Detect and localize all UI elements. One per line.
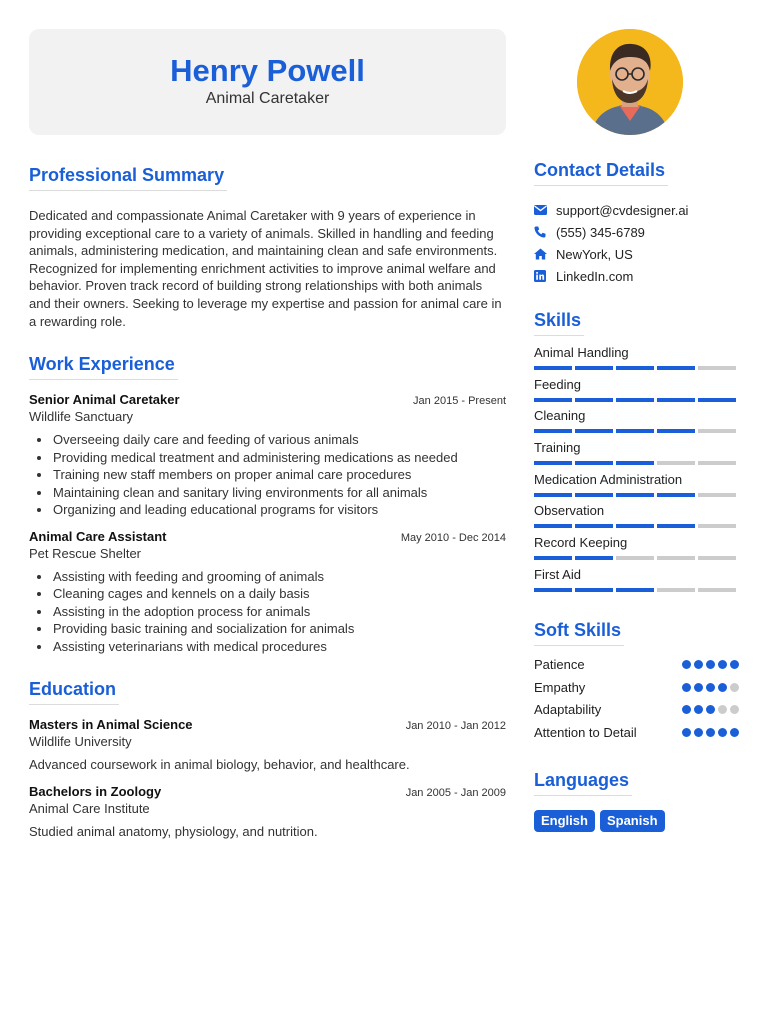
- skill-level-segment: [698, 556, 736, 560]
- rating-dot: [730, 660, 739, 669]
- skill-level-segment: [616, 556, 654, 560]
- skill-item: [534, 377, 739, 409]
- header-card: [29, 29, 506, 135]
- rating-dot: [682, 705, 691, 714]
- education-date: Jan 2010 - Jan 2012: [405, 720, 506, 733]
- education-description: Advanced coursework in animal biology, behavior, and healthcare.: [29, 757, 410, 773]
- rating-dot: [694, 728, 703, 737]
- skill-item: [534, 472, 739, 504]
- soft-skill-name: Patience: [534, 657, 585, 673]
- job-entry: [29, 392, 506, 519]
- rating-dot: [730, 705, 739, 714]
- skill-level-segment: [616, 366, 654, 370]
- rating-dot: [730, 683, 739, 692]
- skill-level-segment: [534, 524, 572, 528]
- skill-level-segment: [698, 524, 736, 528]
- list-item: Providing medical treatment and administering medications as needed: [29, 449, 506, 467]
- skill-level-segment: [534, 556, 572, 560]
- contact-linkedin[interactable]: [534, 265, 739, 287]
- skill-level-bar: [534, 429, 739, 433]
- skill-name: Cleaning: [534, 408, 586, 424]
- education-description: Studied animal anatomy, physiology, and nutrition.: [29, 824, 318, 840]
- skill-level-segment: [534, 493, 572, 497]
- rating-dot: [706, 660, 715, 669]
- soft-skill-rating: [682, 705, 739, 714]
- rating-dot: [682, 683, 691, 692]
- rating-dot: [718, 683, 727, 692]
- skill-level-segment: [534, 461, 572, 465]
- job-date: May 2010 - Dec 2014: [400, 531, 506, 544]
- candidate-name: Henry Powell: [170, 53, 365, 88]
- list-item: Cleaning cages and kennels on a daily basis: [29, 585, 506, 603]
- skill-level-bar: [534, 461, 739, 465]
- main-column: [29, 165, 506, 839]
- rating-dot: [706, 728, 715, 737]
- job-organization: Wildlife Sanctuary: [29, 409, 134, 425]
- skill-level-segment: [698, 366, 736, 370]
- contact-location-text: NewYork, US: [556, 246, 633, 262]
- rating-dot: [718, 660, 727, 669]
- avatar: [577, 29, 683, 135]
- experience-heading: Work Experience: [29, 354, 178, 380]
- skill-level-bar: [534, 398, 739, 402]
- skill-name: Medication Administration: [534, 471, 683, 487]
- skill-level-segment: [575, 556, 613, 560]
- skill-name: Feeding: [534, 376, 581, 392]
- skill-level-segment: [575, 493, 613, 497]
- skill-item: [534, 345, 739, 377]
- skill-level-segment: [698, 588, 736, 592]
- job-title: Animal Care Assistant: [29, 528, 167, 544]
- skill-item: [534, 408, 739, 440]
- skill-item: [534, 535, 739, 567]
- skill-level-segment: [657, 429, 695, 433]
- skill-level-segment: [657, 398, 695, 402]
- rating-dot: [706, 705, 715, 714]
- soft-skill-item: [534, 676, 739, 699]
- soft-skill-item: [534, 721, 739, 744]
- skill-name: Animal Handling: [534, 345, 629, 360]
- skill-level-segment: [616, 524, 654, 528]
- contact-phone-text: (555) 345-6789: [556, 224, 645, 240]
- soft-skill-item: [534, 654, 739, 677]
- skill-level-segment: [616, 398, 654, 402]
- skill-level-segment: [657, 493, 695, 497]
- contact-email[interactable]: [534, 199, 739, 221]
- soft-skill-name: Adaptability: [534, 702, 602, 718]
- languages-list: [534, 810, 739, 832]
- list-item: Maintaining clean and sanitary living environments for all animals: [29, 484, 506, 502]
- education-date: Jan 2005 - Jan 2009: [405, 787, 506, 800]
- skill-level-segment: [575, 588, 613, 592]
- rating-dot: [682, 660, 691, 669]
- language-badge: English: [534, 810, 595, 832]
- job-title: Senior Animal Caretaker: [29, 392, 180, 408]
- skill-level-segment: [534, 398, 572, 402]
- linkedin-icon: [534, 270, 556, 282]
- skill-level-segment: [616, 493, 654, 497]
- soft-skill-item: [534, 699, 739, 722]
- profile-photo-icon: [577, 29, 683, 135]
- rating-dot: [694, 705, 703, 714]
- list-item: Assisting veterinarians with medical procedures: [29, 638, 506, 656]
- skill-level-segment: [616, 461, 654, 465]
- skill-level-segment: [657, 588, 695, 592]
- rating-dot: [706, 683, 715, 692]
- list-item: Overseeing daily care and feeding of various animals: [29, 431, 506, 449]
- skill-item: [534, 503, 739, 535]
- job-bullets: [29, 431, 506, 519]
- skill-level-segment: [657, 461, 695, 465]
- skill-level-bar: [534, 493, 739, 497]
- skill-level-segment: [657, 524, 695, 528]
- skill-level-segment: [575, 524, 613, 528]
- school-name: Wildlife University: [29, 734, 132, 750]
- degree-title: Bachelors in Zoology: [29, 784, 162, 800]
- sidebar-column: [534, 160, 739, 832]
- skill-name: Observation: [534, 503, 605, 519]
- rating-dot: [730, 728, 739, 737]
- skill-level-segment: [575, 398, 613, 402]
- candidate-role: Animal Caretaker: [205, 90, 330, 107]
- rating-dot: [694, 660, 703, 669]
- soft-skill-rating: [682, 683, 739, 692]
- skill-level-segment: [575, 461, 613, 465]
- rating-dot: [694, 683, 703, 692]
- skill-level-segment: [657, 556, 695, 560]
- job-bullets: [29, 568, 506, 656]
- list-item: Training new staff members on proper animal care procedures: [29, 466, 506, 484]
- job-organization: Pet Rescue Shelter: [29, 545, 142, 561]
- education-entry: [29, 717, 506, 772]
- skill-level-segment: [698, 429, 736, 433]
- skills-heading: Skills: [534, 310, 584, 336]
- soft-skills-heading: Soft Skills: [534, 620, 624, 646]
- soft-skills-list: [534, 654, 739, 744]
- skill-level-segment: [616, 588, 654, 592]
- skill-name: Record Keeping: [534, 535, 628, 551]
- list-item: Providing basic training and socialization for animals: [29, 620, 506, 638]
- language-badge: Spanish: [600, 810, 665, 832]
- soft-skill-rating: [682, 728, 739, 737]
- list-item: Assisting in the adoption process for animals: [29, 603, 506, 621]
- skill-name: First Aid: [534, 566, 581, 582]
- phone-icon: [534, 226, 556, 238]
- education-entry: [29, 784, 506, 839]
- rating-dot: [718, 705, 727, 714]
- skill-level-segment: [575, 429, 613, 433]
- contact-location: [534, 243, 739, 265]
- rating-dot: [682, 728, 691, 737]
- degree-title: Masters in Animal Science: [29, 717, 193, 733]
- school-name: Animal Care Institute: [29, 801, 150, 817]
- list-item: Organizing and leading educational programs for visitors: [29, 501, 506, 519]
- skill-item: [534, 440, 739, 472]
- skill-level-segment: [698, 398, 736, 402]
- skill-level-segment: [575, 366, 613, 370]
- skills-list: [534, 345, 739, 599]
- envelope-icon: [534, 205, 556, 215]
- summary-text: Dedicated and compassionate Animal Caretaker with 9 years of experience in providing exceptional care to a variety of animals. Skilled in handling and feeding animals, administering medication, and maintaining clean and safe environments. Recognized for implementing enrichment activities to improve animal welfare and behavior. Proven track record of building strong relationships with both animals and their owners. Seeking to leverage my expertise and passion for animal care in a rewarding role.: [29, 208, 502, 329]
- skill-level-segment: [534, 366, 572, 370]
- contact-linkedin-text: LinkedIn.com: [556, 268, 634, 284]
- skill-level-segment: [534, 429, 572, 433]
- skill-item: [534, 567, 739, 599]
- contact-heading: Contact Details: [534, 160, 668, 186]
- home-icon: [534, 248, 556, 260]
- job-date: Jan 2015 - Present: [413, 395, 506, 408]
- skill-name: Training: [534, 440, 581, 456]
- soft-skill-name: Empathy: [534, 679, 586, 695]
- skill-level-segment: [534, 588, 572, 592]
- job-entry: [29, 529, 506, 656]
- skill-level-segment: [698, 493, 736, 497]
- skill-level-bar: [534, 588, 739, 592]
- languages-heading: Languages: [534, 770, 632, 796]
- rating-dot: [718, 728, 727, 737]
- skill-level-bar: [534, 366, 739, 370]
- education-heading: Education: [29, 679, 119, 705]
- contact-phone[interactable]: [534, 221, 739, 243]
- skill-level-bar: [534, 524, 739, 528]
- soft-skill-rating: [682, 660, 739, 669]
- contact-email-text: support@cvdesigner.ai: [556, 202, 689, 218]
- skill-level-bar: [534, 556, 739, 560]
- list-item: Assisting with feeding and grooming of animals: [29, 568, 506, 586]
- soft-skill-name: Attention to Detail: [534, 724, 637, 740]
- skill-level-segment: [616, 429, 654, 433]
- summary-heading: Professional Summary: [29, 165, 227, 191]
- skill-level-segment: [698, 461, 736, 465]
- skill-level-segment: [657, 366, 695, 370]
